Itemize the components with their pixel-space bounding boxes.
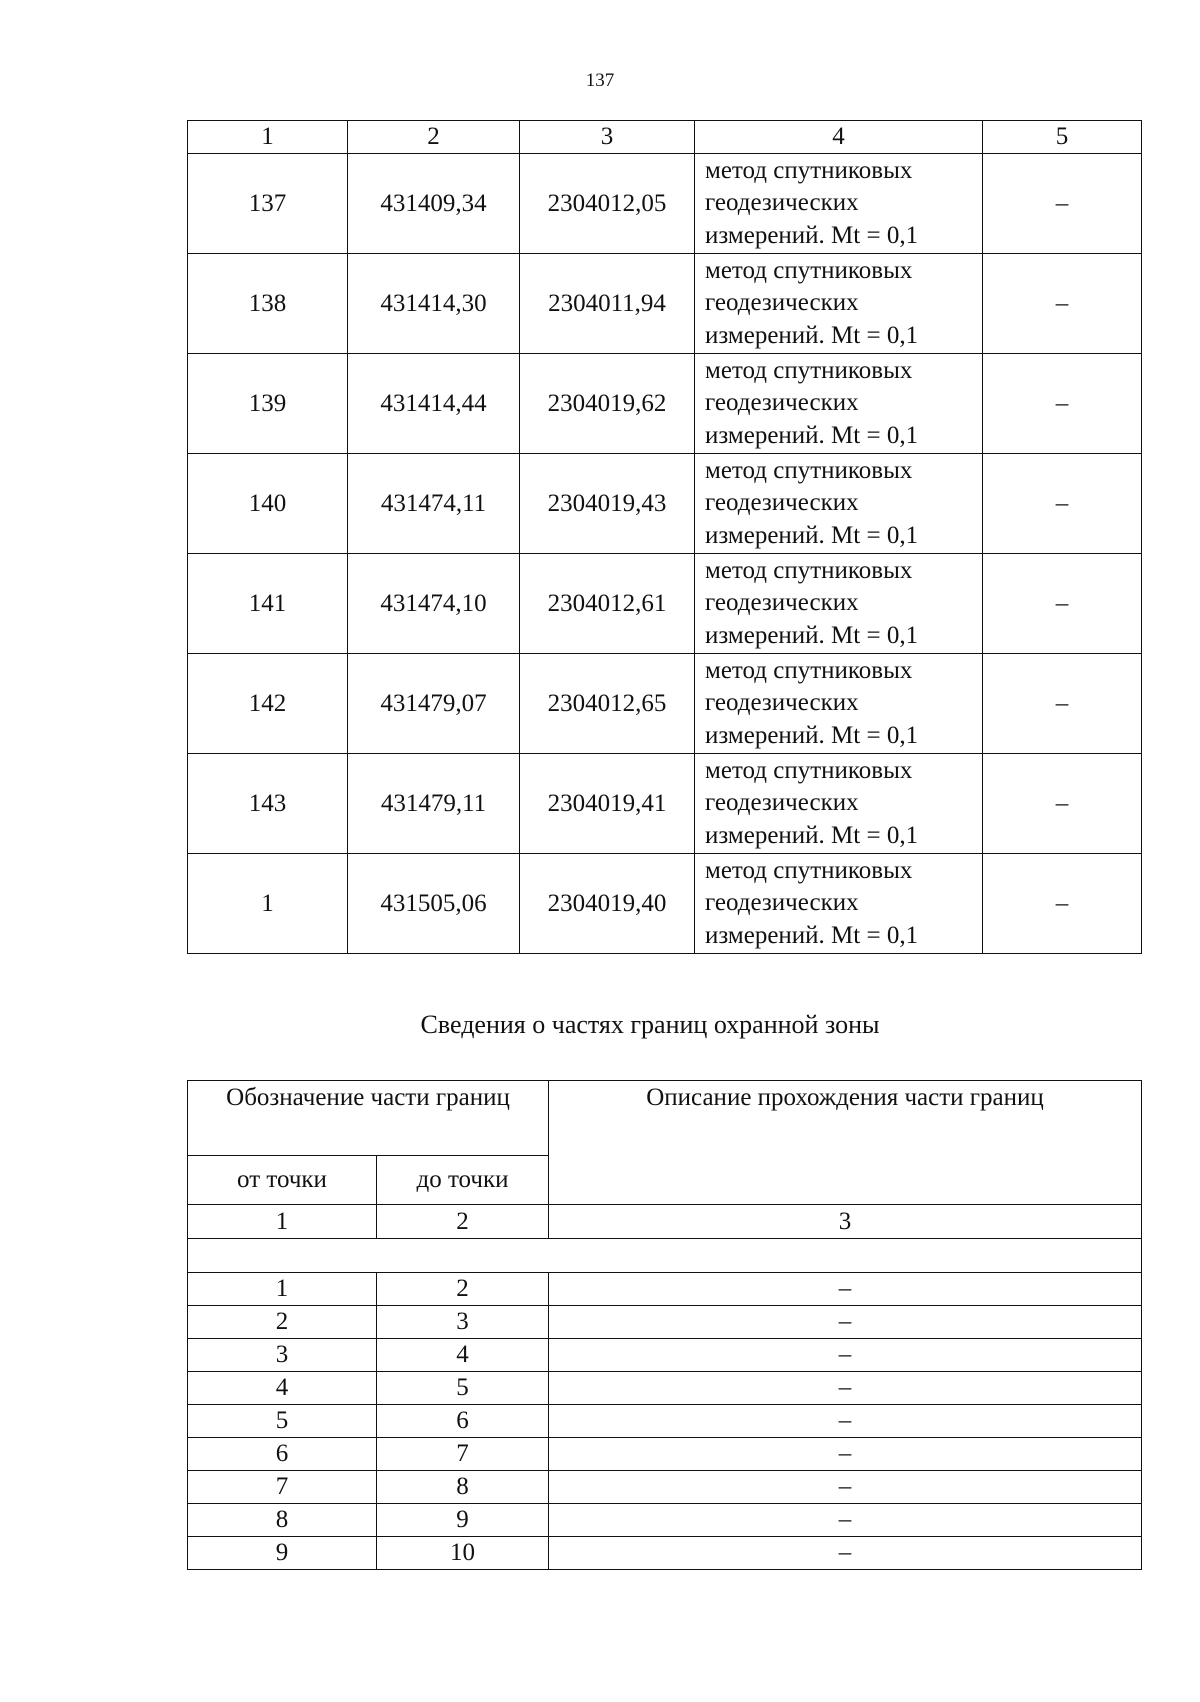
section-title: Сведения о частях границ охранной зоны	[420, 1010, 880, 1039]
point-number: 138	[188, 254, 348, 354]
method-line: геодезических	[705, 389, 859, 417]
to-point: 4	[377, 1339, 549, 1372]
method-line: метод спутниковых	[705, 156, 913, 184]
from-point: 4	[188, 1372, 377, 1405]
table-row	[188, 1471, 1142, 1504]
point-number: 140	[188, 454, 348, 554]
point-number: 1	[188, 854, 348, 954]
to-point: 9	[377, 1504, 549, 1537]
to-point: 5	[377, 1372, 549, 1405]
parts-column-numbers-row	[188, 1205, 1142, 1239]
method-line: геодезических	[705, 189, 859, 217]
method-line: измерений. Mt = 0,1	[705, 321, 919, 349]
method-line: измерений. Mt = 0,1	[705, 821, 919, 849]
point-number: 139	[188, 354, 348, 454]
to-point: 7	[377, 1438, 549, 1471]
determination-method	[695, 254, 983, 354]
table-row	[188, 454, 1142, 554]
table-row	[188, 1405, 1142, 1438]
table-row	[188, 1438, 1142, 1471]
coordinates-header-row	[188, 121, 1142, 154]
method-line: метод спутниковых	[705, 556, 913, 584]
part-description: –	[549, 1306, 1142, 1339]
coordinate-x: 431414,30	[348, 254, 520, 354]
table-row	[188, 154, 1142, 254]
part-description: –	[549, 1537, 1142, 1570]
coordinate-x: 431409,34	[348, 154, 520, 254]
method-line: геодезических	[705, 489, 859, 517]
coordinate-y: 2304019,62	[520, 354, 695, 454]
parts-blank-row	[188, 1239, 1142, 1273]
table-row	[188, 1372, 1142, 1405]
method-line: измерений. Mt = 0,1	[705, 221, 919, 249]
method-line: метод спутниковых	[705, 656, 913, 684]
method-line: геодезических	[705, 889, 859, 917]
point-description: –	[983, 154, 1142, 254]
boundary-part-description-header: Описание прохождения части границ	[549, 1081, 1142, 1205]
blank-cell	[188, 1239, 1142, 1273]
table-row	[188, 754, 1142, 854]
method-line: геодезических	[705, 689, 859, 717]
method-line: измерений. Mt = 0,1	[705, 721, 919, 749]
from-point: 1	[188, 1273, 377, 1306]
part-description: –	[549, 1273, 1142, 1306]
point-description: –	[983, 354, 1142, 454]
table-row	[188, 854, 1142, 954]
method-line: измерений. Mt = 0,1	[705, 421, 919, 449]
page-number: 137	[585, 70, 615, 91]
method-line: измерений. Mt = 0,1	[705, 921, 919, 949]
part-description: –	[549, 1339, 1142, 1372]
parts-header-row	[188, 1081, 1142, 1156]
table-row	[188, 1339, 1142, 1372]
part-description: –	[549, 1405, 1142, 1438]
point-description: –	[983, 754, 1142, 854]
from-point: 7	[188, 1471, 377, 1504]
coordinate-y: 2304012,05	[520, 154, 695, 254]
point-description: –	[983, 554, 1142, 654]
coordinate-y: 2304019,41	[520, 754, 695, 854]
from-point: 2	[188, 1306, 377, 1339]
coordinate-x: 431414,44	[348, 354, 520, 454]
column-number-3: 3	[549, 1205, 1142, 1239]
point-description: –	[983, 654, 1142, 754]
determination-method	[695, 454, 983, 554]
boundary-parts-table	[187, 1080, 1142, 1570]
method-line: геодезических	[705, 589, 859, 617]
determination-method	[695, 554, 983, 654]
point-description: –	[983, 454, 1142, 554]
determination-method	[695, 754, 983, 854]
part-description: –	[549, 1438, 1142, 1471]
to-point: 3	[377, 1306, 549, 1339]
point-number: 142	[188, 654, 348, 754]
point-number: 141	[188, 554, 348, 654]
method-line: геодезических	[705, 789, 859, 817]
to-point: 10	[377, 1537, 549, 1570]
table-row	[188, 254, 1142, 354]
coordinate-x: 431505,06	[348, 854, 520, 954]
table-row	[188, 1504, 1142, 1537]
to-point: 2	[377, 1273, 549, 1306]
method-line: метод спутниковых	[705, 356, 913, 384]
part-description: –	[549, 1504, 1142, 1537]
to-point: 8	[377, 1471, 549, 1504]
coordinate-y: 2304012,65	[520, 654, 695, 754]
method-line: измерений. Mt = 0,1	[705, 621, 919, 649]
coordinate-y: 2304011,94	[520, 254, 695, 354]
coordinate-x: 431474,11	[348, 454, 520, 554]
point-description: –	[983, 254, 1142, 354]
column-number-5: 5	[983, 121, 1142, 154]
column-number-3: 3	[520, 121, 695, 154]
coordinate-x: 431479,11	[348, 754, 520, 854]
from-point: 5	[188, 1405, 377, 1438]
method-line: измерений. Mt = 0,1	[705, 521, 919, 549]
determination-method	[695, 154, 983, 254]
column-number-1: 1	[188, 121, 348, 154]
column-number-4: 4	[695, 121, 983, 154]
determination-method	[695, 854, 983, 954]
column-number-2: 2	[377, 1205, 549, 1239]
from-point: 6	[188, 1438, 377, 1471]
coordinate-x: 431479,07	[348, 654, 520, 754]
part-description: –	[549, 1372, 1142, 1405]
point-number: 137	[188, 154, 348, 254]
from-point-header: от точки	[188, 1156, 377, 1205]
table-row	[188, 1306, 1142, 1339]
determination-method	[695, 354, 983, 454]
table-row	[188, 1537, 1142, 1570]
table-row	[188, 654, 1142, 754]
method-line: метод спутниковых	[705, 856, 913, 884]
to-point: 6	[377, 1405, 549, 1438]
point-number: 143	[188, 754, 348, 854]
coordinate-y: 2304019,40	[520, 854, 695, 954]
determination-method	[695, 654, 983, 754]
point-description: –	[983, 854, 1142, 954]
part-description: –	[549, 1471, 1142, 1504]
coordinate-x: 431474,10	[348, 554, 520, 654]
method-line: метод спутниковых	[705, 756, 913, 784]
to-point-header: до точки	[377, 1156, 549, 1205]
table-row	[188, 354, 1142, 454]
table-row	[188, 554, 1142, 654]
column-number-2: 2	[348, 121, 520, 154]
from-point: 9	[188, 1537, 377, 1570]
boundary-part-designation-header: Обозначение части границ	[188, 1081, 549, 1156]
method-line: геодезических	[705, 289, 859, 317]
from-point: 8	[188, 1504, 377, 1537]
from-point: 3	[188, 1339, 377, 1372]
coordinate-y: 2304019,43	[520, 454, 695, 554]
method-line: метод спутниковых	[705, 256, 913, 284]
table-row	[188, 1273, 1142, 1306]
column-number-1: 1	[188, 1205, 377, 1239]
coordinates-table	[187, 120, 1142, 954]
method-line: метод спутниковых	[705, 456, 913, 484]
coordinate-y: 2304012,61	[520, 554, 695, 654]
